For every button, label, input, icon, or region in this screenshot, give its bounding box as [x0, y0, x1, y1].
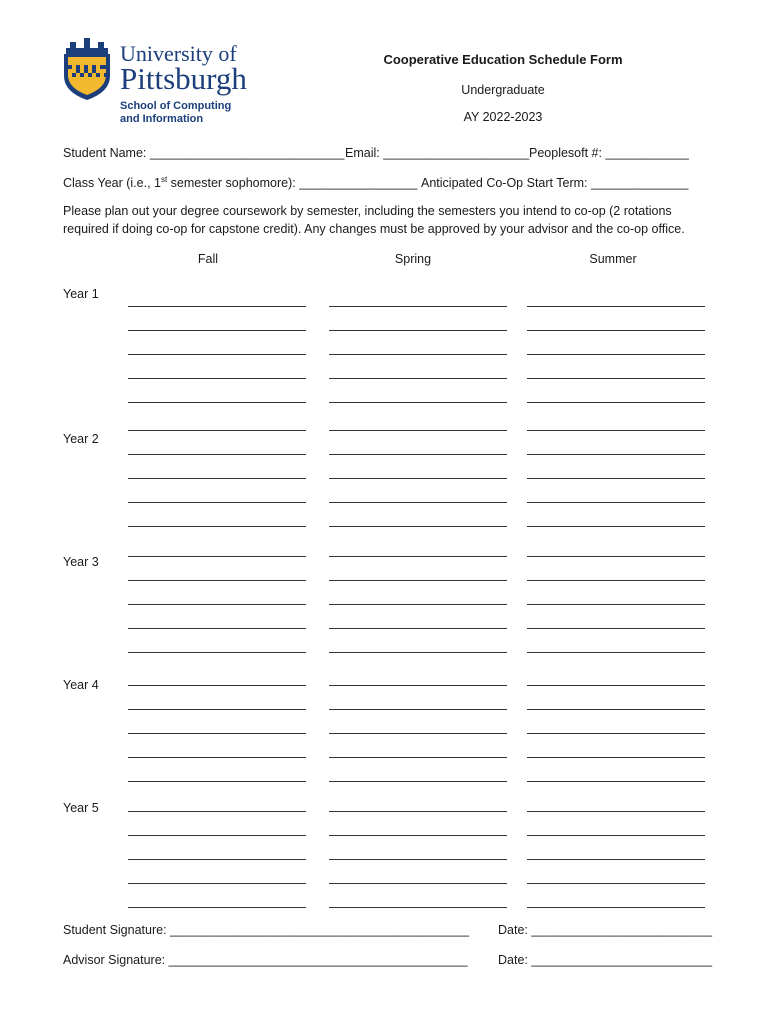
year-2-label: Year 2: [63, 432, 99, 446]
form-title: Cooperative Education Schedule Form: [383, 52, 623, 67]
class-year-suffix: semester sophomore): _________________: [167, 176, 418, 190]
course-line-year2-summer[interactable]: [527, 502, 705, 503]
email-field[interactable]: Email: _____________________: [345, 146, 530, 160]
course-line-year2-summer[interactable]: [527, 430, 705, 431]
course-line-year1-summer[interactable]: [527, 402, 705, 403]
course-line-year1-summer[interactable]: [527, 306, 705, 307]
course-line-year3-spring[interactable]: [329, 604, 507, 605]
course-line-year1-fall[interactable]: [128, 306, 306, 307]
course-line-year5-fall[interactable]: [128, 835, 306, 836]
course-line-year1-spring[interactable]: [329, 330, 507, 331]
course-line-year4-summer[interactable]: [527, 733, 705, 734]
academic-year: AY 2022-2023: [463, 110, 543, 124]
university-logo: [62, 38, 262, 130]
course-line-year2-fall[interactable]: [128, 454, 306, 455]
year-3-label: Year 3: [63, 555, 99, 569]
course-line-year1-spring[interactable]: [329, 378, 507, 379]
course-line-year5-fall[interactable]: [128, 859, 306, 860]
course-line-year5-summer[interactable]: [527, 883, 705, 884]
column-fall: Fall: [197, 252, 219, 266]
course-line-year3-spring[interactable]: [329, 652, 507, 653]
course-line-year4-fall[interactable]: [128, 685, 306, 686]
course-line-year3-summer[interactable]: [527, 628, 705, 629]
student-date-field[interactable]: Date: __________________________: [498, 923, 713, 937]
course-line-year5-spring[interactable]: [329, 883, 507, 884]
peoplesoft-field[interactable]: Peoplesoft #: ____________: [529, 146, 689, 160]
advisor-date-field[interactable]: Date: __________________________: [498, 953, 713, 967]
course-line-year2-summer[interactable]: [527, 478, 705, 479]
course-line-year3-summer[interactable]: [527, 652, 705, 653]
course-line-year3-spring[interactable]: [329, 556, 507, 557]
course-line-year3-fall[interactable]: [128, 604, 306, 605]
advisor-signature-field[interactable]: Advisor Signature: ___________________________________________: [63, 953, 468, 967]
course-line-year2-summer[interactable]: [527, 526, 705, 527]
start-term-field[interactable]: Anticipated Co-Op Start Term: ______________: [421, 176, 689, 190]
course-line-year4-spring[interactable]: [329, 733, 507, 734]
course-line-year2-spring[interactable]: [329, 526, 507, 527]
course-line-year5-summer[interactable]: [527, 907, 705, 908]
class-year-prefix: Class Year (i.e., 1: [63, 176, 161, 190]
course-line-year5-summer[interactable]: [527, 811, 705, 812]
column-summer: Summer: [589, 252, 637, 266]
course-line-year5-summer[interactable]: [527, 835, 705, 836]
course-line-year3-fall[interactable]: [128, 556, 306, 557]
course-line-year3-fall[interactable]: [128, 580, 306, 581]
course-line-year1-fall[interactable]: [128, 378, 306, 379]
course-line-year2-spring[interactable]: [329, 478, 507, 479]
course-line-year5-fall[interactable]: [128, 811, 306, 812]
instructions-line2: required if doing co-op for capstone credit). Any changes must be approved by your advisor and the co-op office.: [63, 222, 685, 236]
course-line-year1-summer[interactable]: [527, 378, 705, 379]
course-line-year3-spring[interactable]: [329, 628, 507, 629]
course-line-year4-fall[interactable]: [128, 781, 306, 782]
instructions-line1: Please plan out your degree coursework by semester, including the semesters you intend to co-op (2 rotations: [63, 204, 672, 218]
course-line-year2-spring[interactable]: [329, 502, 507, 503]
course-line-year3-summer[interactable]: [527, 604, 705, 605]
course-line-year2-fall[interactable]: [128, 430, 306, 431]
student-signature-field[interactable]: Student Signature: ___________________________________________: [63, 923, 469, 937]
logo-school-line1: School of Computing: [120, 100, 232, 112]
student-name-field[interactable]: Student Name: ____________________________: [63, 146, 345, 160]
course-line-year2-spring[interactable]: [329, 454, 507, 455]
course-line-year2-fall[interactable]: [128, 478, 306, 479]
course-line-year4-spring[interactable]: [329, 685, 507, 686]
course-line-year3-summer[interactable]: [527, 580, 705, 581]
logo-pittsburgh: Pittsburgh: [120, 61, 247, 96]
course-line-year1-spring[interactable]: [329, 306, 507, 307]
year-5-label: Year 5: [63, 801, 99, 815]
year-4-label: Year 4: [63, 678, 99, 692]
pitt-shield-icon: [62, 38, 112, 100]
course-line-year1-spring[interactable]: [329, 354, 507, 355]
course-line-year5-spring[interactable]: [329, 811, 507, 812]
course-line-year5-spring[interactable]: [329, 835, 507, 836]
course-line-year2-spring[interactable]: [329, 430, 507, 431]
course-line-year3-summer[interactable]: [527, 556, 705, 557]
course-line-year4-spring[interactable]: [329, 757, 507, 758]
course-line-year4-spring[interactable]: [329, 709, 507, 710]
course-line-year2-fall[interactable]: [128, 502, 306, 503]
course-line-year4-summer[interactable]: [527, 781, 705, 782]
year-1-label: Year 1: [63, 287, 99, 301]
course-line-year5-spring[interactable]: [329, 907, 507, 908]
course-line-year2-fall[interactable]: [128, 526, 306, 527]
course-line-year5-spring[interactable]: [329, 859, 507, 860]
class-year-sup: st: [160, 174, 168, 184]
course-line-year3-spring[interactable]: [329, 580, 507, 581]
course-line-year1-fall[interactable]: [128, 330, 306, 331]
course-line-year5-fall[interactable]: [128, 883, 306, 884]
course-line-year2-summer[interactable]: [527, 454, 705, 455]
course-line-year4-fall[interactable]: [128, 709, 306, 710]
course-line-year4-summer[interactable]: [527, 709, 705, 710]
column-spring: Spring: [394, 252, 432, 266]
course-line-year4-summer[interactable]: [527, 685, 705, 686]
course-line-year4-summer[interactable]: [527, 757, 705, 758]
course-line-year5-summer[interactable]: [527, 859, 705, 860]
course-line-year3-fall[interactable]: [128, 652, 306, 653]
course-line-year1-fall[interactable]: [128, 354, 306, 355]
course-line-year1-spring[interactable]: [329, 402, 507, 403]
class-year-field[interactable]: [63, 175, 417, 191]
course-line-year4-spring[interactable]: [329, 781, 507, 782]
course-line-year3-fall[interactable]: [128, 628, 306, 629]
course-line-year1-fall[interactable]: [128, 402, 306, 403]
course-line-year4-fall[interactable]: [128, 733, 306, 734]
course-line-year1-summer[interactable]: [527, 330, 705, 331]
course-line-year4-fall[interactable]: [128, 757, 306, 758]
course-line-year1-summer[interactable]: [527, 354, 705, 355]
logo-school-line2: and Information: [120, 113, 204, 125]
logo-university-of: University of: [120, 41, 237, 66]
form-level: Undergraduate: [461, 83, 545, 97]
course-line-year5-fall[interactable]: [128, 907, 306, 908]
